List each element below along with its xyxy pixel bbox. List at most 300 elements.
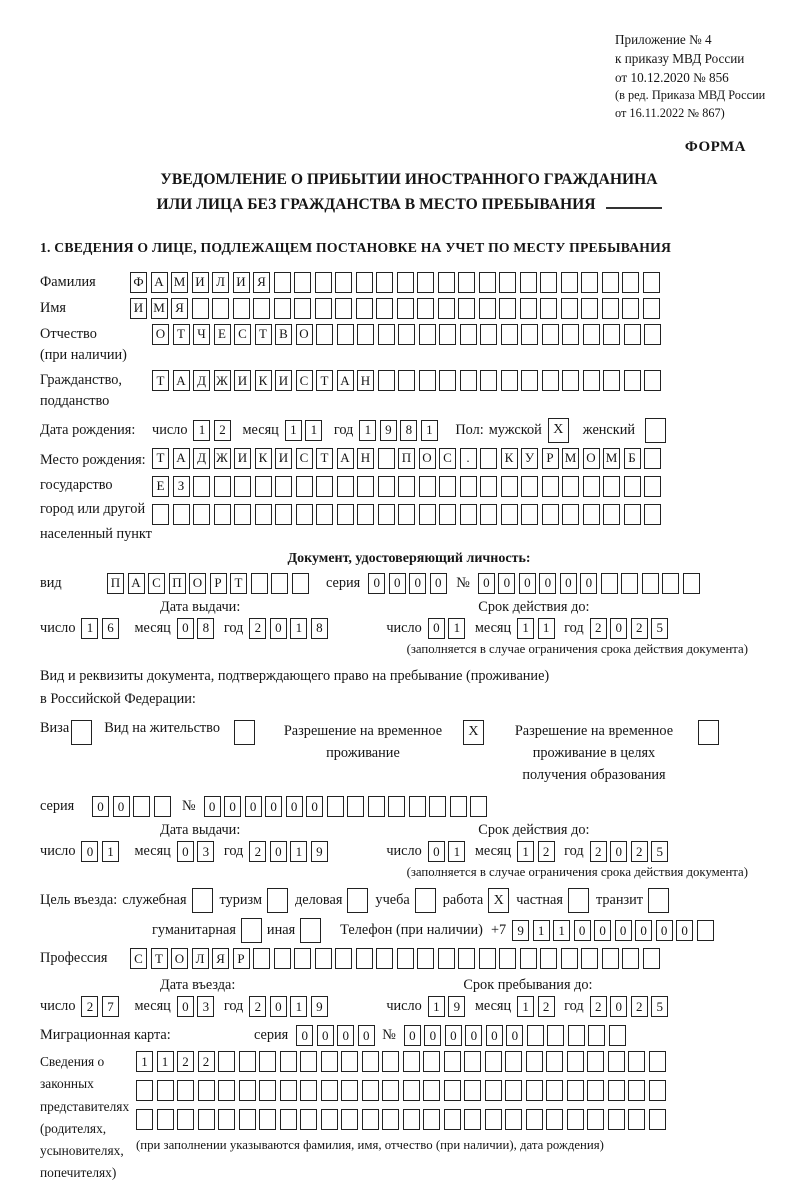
char-cell[interactable] [438,272,455,293]
char-cell[interactable] [376,948,393,969]
char-cell[interactable] [362,1080,379,1101]
char-cell[interactable] [280,1109,297,1130]
char-cell[interactable]: 1 [517,841,534,862]
char-cell[interactable] [520,272,537,293]
char-cell[interactable] [335,298,352,319]
char-cell[interactable]: М [603,448,620,469]
char-cell[interactable] [198,1080,215,1101]
char-cell[interactable] [378,504,395,525]
char-cell[interactable] [337,504,354,525]
char-cell[interactable] [136,1080,153,1101]
char-cell[interactable] [438,948,455,969]
char-cell[interactable]: А [337,448,354,469]
char-cell[interactable]: А [151,272,168,293]
char-cell[interactable] [444,1080,461,1101]
char-cell[interactable]: 0 [81,841,98,862]
char-cell[interactable] [212,298,229,319]
char-cell[interactable] [300,1109,317,1130]
char-cell[interactable]: 0 [113,796,130,817]
char-cell[interactable] [233,298,250,319]
char-cell[interactable] [321,1080,338,1101]
char-cell[interactable]: 2 [538,996,555,1017]
char-cell[interactable] [321,1051,338,1072]
char-cell[interactable] [362,1109,379,1130]
char-cell[interactable]: 1 [517,618,534,639]
char-cell[interactable]: О [583,448,600,469]
char-cell[interactable] [341,1109,358,1130]
char-cell[interactable] [275,504,292,525]
char-cell[interactable] [280,1080,297,1101]
char-cell[interactable]: 0 [656,920,673,941]
char-cell[interactable] [643,298,660,319]
char-cell[interactable]: А [128,573,145,594]
char-cell[interactable]: И [275,448,292,469]
char-cell[interactable]: 0 [615,920,632,941]
char-cell[interactable]: 0 [560,573,577,594]
purpose-work-checkbox[interactable]: X [488,888,509,913]
char-cell[interactable] [251,573,268,594]
char-cell[interactable] [378,370,395,391]
char-cell[interactable] [397,948,414,969]
char-cell[interactable] [609,1025,626,1046]
char-cell[interactable]: Т [230,573,247,594]
purpose-private-checkbox[interactable] [568,888,589,913]
char-cell[interactable] [587,1051,604,1072]
char-cell[interactable] [315,948,332,969]
char-cell[interactable] [603,476,620,497]
char-cell[interactable] [644,448,661,469]
char-cell[interactable] [662,573,679,594]
char-cell[interactable] [505,1051,522,1072]
char-cell[interactable]: П [169,573,186,594]
char-cell[interactable]: И [233,272,250,293]
char-cell[interactable]: Н [357,370,374,391]
char-cell[interactable]: 0 [296,1025,313,1046]
char-cell[interactable] [622,298,639,319]
char-cell[interactable] [444,1051,461,1072]
char-cell[interactable] [271,573,288,594]
char-cell[interactable]: Т [316,370,333,391]
char-cell[interactable]: А [173,448,190,469]
char-cell[interactable] [470,796,487,817]
residence-permit-checkbox[interactable] [234,720,255,745]
char-cell[interactable]: 3 [197,996,214,1017]
char-cell[interactable] [239,1109,256,1130]
char-cell[interactable] [439,324,456,345]
char-cell[interactable] [464,1080,481,1101]
char-cell[interactable]: Л [212,272,229,293]
char-cell[interactable] [444,1109,461,1130]
char-cell[interactable] [642,573,659,594]
char-cell[interactable] [337,324,354,345]
char-cell[interactable] [357,324,374,345]
char-cell[interactable] [526,1080,543,1101]
char-cell[interactable]: 0 [539,573,556,594]
char-cell[interactable] [157,1080,174,1101]
char-cell[interactable]: 5 [651,618,668,639]
char-cell[interactable]: С [234,324,251,345]
char-cell[interactable] [356,948,373,969]
char-cell[interactable] [683,573,700,594]
char-cell[interactable] [562,476,579,497]
char-cell[interactable] [521,370,538,391]
char-cell[interactable] [419,370,436,391]
char-cell[interactable] [398,504,415,525]
purpose-official-checkbox[interactable] [192,888,213,913]
char-cell[interactable]: П [107,573,124,594]
char-cell[interactable] [218,1109,235,1130]
char-cell[interactable]: Б [624,448,641,469]
char-cell[interactable]: 0 [610,618,627,639]
char-cell[interactable] [601,573,618,594]
char-cell[interactable] [294,298,311,319]
char-cell[interactable] [357,476,374,497]
char-cell[interactable] [644,370,661,391]
female-checkbox[interactable] [645,418,666,443]
char-cell[interactable]: Д [193,370,210,391]
char-cell[interactable] [234,504,251,525]
char-cell[interactable] [562,370,579,391]
char-cell[interactable] [154,796,171,817]
char-cell[interactable]: 8 [400,420,417,441]
char-cell[interactable]: 0 [224,796,241,817]
char-cell[interactable]: О [296,324,313,345]
char-cell[interactable]: 2 [81,996,98,1017]
char-cell[interactable] [255,476,272,497]
char-cell[interactable]: 1 [553,920,570,941]
char-cell[interactable] [423,1109,440,1130]
char-cell[interactable]: 0 [358,1025,375,1046]
char-cell[interactable] [259,1080,276,1101]
char-cell[interactable]: 1 [136,1051,153,1072]
char-cell[interactable] [280,1051,297,1072]
char-cell[interactable] [439,504,456,525]
char-cell[interactable] [624,504,641,525]
char-cell[interactable] [362,1051,379,1072]
char-cell[interactable] [417,298,434,319]
char-cell[interactable] [603,504,620,525]
char-cell[interactable] [583,370,600,391]
char-cell[interactable] [603,370,620,391]
edu-permit-checkbox[interactable] [698,720,719,745]
char-cell[interactable] [561,948,578,969]
char-cell[interactable] [214,504,231,525]
char-cell[interactable] [546,1051,563,1072]
visa-checkbox[interactable] [71,720,92,745]
char-cell[interactable] [294,948,311,969]
char-cell[interactable] [315,298,332,319]
char-cell[interactable] [259,1109,276,1130]
char-cell[interactable] [335,948,352,969]
purpose-business-checkbox[interactable] [347,888,368,913]
char-cell[interactable]: Ж [214,370,231,391]
char-cell[interactable] [397,272,414,293]
char-cell[interactable] [458,298,475,319]
char-cell[interactable]: 0 [486,1025,503,1046]
char-cell[interactable] [521,504,538,525]
char-cell[interactable]: Т [151,948,168,969]
char-cell[interactable] [136,1109,153,1130]
char-cell[interactable] [419,476,436,497]
char-cell[interactable] [540,298,557,319]
char-cell[interactable] [356,272,373,293]
char-cell[interactable] [583,476,600,497]
char-cell[interactable]: 0 [270,618,287,639]
char-cell[interactable]: 0 [580,573,597,594]
char-cell[interactable] [622,948,639,969]
char-cell[interactable] [296,504,313,525]
char-cell[interactable] [419,324,436,345]
char-cell[interactable] [460,370,477,391]
char-cell[interactable]: 0 [594,920,611,941]
char-cell[interactable] [388,796,405,817]
char-cell[interactable]: 0 [506,1025,523,1046]
char-cell[interactable] [417,948,434,969]
char-cell[interactable] [649,1051,666,1072]
char-cell[interactable]: О [189,573,206,594]
char-cell[interactable]: 7 [102,996,119,1017]
char-cell[interactable] [403,1080,420,1101]
char-cell[interactable] [587,1109,604,1130]
char-cell[interactable] [567,1109,584,1130]
char-cell[interactable] [341,1080,358,1101]
char-cell[interactable] [499,298,516,319]
char-cell[interactable] [608,1051,625,1072]
char-cell[interactable] [581,272,598,293]
char-cell[interactable] [644,324,661,345]
char-cell[interactable]: Ч [193,324,210,345]
char-cell[interactable] [542,476,559,497]
char-cell[interactable] [628,1051,645,1072]
char-cell[interactable] [300,1051,317,1072]
char-cell[interactable] [214,476,231,497]
char-cell[interactable]: Я [171,298,188,319]
char-cell[interactable] [501,476,518,497]
char-cell[interactable]: Т [316,448,333,469]
char-cell[interactable]: . [460,448,477,469]
char-cell[interactable] [546,1109,563,1130]
char-cell[interactable]: 1 [290,841,307,862]
char-cell[interactable]: Т [255,324,272,345]
char-cell[interactable]: 1 [102,841,119,862]
char-cell[interactable] [316,324,333,345]
char-cell[interactable] [527,1025,544,1046]
char-cell[interactable]: Р [542,448,559,469]
char-cell[interactable] [567,1051,584,1072]
char-cell[interactable] [602,948,619,969]
char-cell[interactable]: Е [214,324,231,345]
char-cell[interactable] [608,1109,625,1130]
char-cell[interactable] [315,272,332,293]
char-cell[interactable]: 0 [270,996,287,1017]
char-cell[interactable] [423,1051,440,1072]
char-cell[interactable]: Т [152,448,169,469]
char-cell[interactable]: 9 [311,996,328,1017]
char-cell[interactable]: 1 [290,996,307,1017]
char-cell[interactable] [479,272,496,293]
char-cell[interactable] [501,324,518,345]
char-cell[interactable]: 2 [249,996,266,1017]
char-cell[interactable]: П [398,448,415,469]
char-cell[interactable] [628,1080,645,1101]
char-cell[interactable]: 1 [517,996,534,1017]
char-cell[interactable] [157,1109,174,1130]
char-cell[interactable] [603,324,620,345]
char-cell[interactable]: 0 [270,841,287,862]
purpose-transit-checkbox[interactable] [648,888,669,913]
char-cell[interactable] [460,324,477,345]
char-cell[interactable] [198,1109,215,1130]
char-cell[interactable] [177,1080,194,1101]
char-cell[interactable] [521,324,538,345]
char-cell[interactable]: С [130,948,147,969]
char-cell[interactable] [274,948,291,969]
char-cell[interactable] [540,948,557,969]
char-cell[interactable] [356,298,373,319]
char-cell[interactable] [480,370,497,391]
char-cell[interactable] [274,272,291,293]
temp-permit-checkbox[interactable]: X [463,720,484,745]
char-cell[interactable] [316,504,333,525]
char-cell[interactable]: 0 [519,573,536,594]
char-cell[interactable] [274,298,291,319]
char-cell[interactable] [542,504,559,525]
char-cell[interactable] [588,1025,605,1046]
char-cell[interactable] [193,504,210,525]
char-cell[interactable]: У [521,448,538,469]
purpose-humanitarian-checkbox[interactable] [241,918,262,943]
char-cell[interactable] [239,1051,256,1072]
char-cell[interactable] [567,1080,584,1101]
char-cell[interactable] [480,448,497,469]
char-cell[interactable] [382,1080,399,1101]
char-cell[interactable]: 1 [290,618,307,639]
char-cell[interactable]: 0 [92,796,109,817]
char-cell[interactable] [275,476,292,497]
char-cell[interactable]: 0 [409,573,426,594]
char-cell[interactable] [562,504,579,525]
char-cell[interactable] [649,1109,666,1130]
char-cell[interactable]: Л [192,948,209,969]
char-cell[interactable] [341,1051,358,1072]
char-cell[interactable]: 2 [249,618,266,639]
char-cell[interactable] [480,504,497,525]
char-cell[interactable]: Т [152,370,169,391]
char-cell[interactable]: И [234,370,251,391]
char-cell[interactable]: 0 [430,573,447,594]
char-cell[interactable]: 0 [498,573,515,594]
char-cell[interactable] [526,1109,543,1130]
char-cell[interactable]: 1 [421,420,438,441]
char-cell[interactable]: 1 [538,618,555,639]
char-cell[interactable] [321,1109,338,1130]
char-cell[interactable] [378,324,395,345]
char-cell[interactable] [357,504,374,525]
char-cell[interactable] [479,298,496,319]
char-cell[interactable]: 2 [590,996,607,1017]
char-cell[interactable] [542,324,559,345]
char-cell[interactable] [546,1080,563,1101]
purpose-study-checkbox[interactable] [415,888,436,913]
char-cell[interactable] [644,476,661,497]
char-cell[interactable]: И [192,272,209,293]
char-cell[interactable]: 2 [631,841,648,862]
char-cell[interactable] [368,796,385,817]
char-cell[interactable] [423,1080,440,1101]
char-cell[interactable]: 1 [533,920,550,941]
char-cell[interactable]: О [171,948,188,969]
char-cell[interactable]: 2 [214,420,231,441]
char-cell[interactable] [540,272,557,293]
char-cell[interactable] [152,504,169,525]
char-cell[interactable] [526,1051,543,1072]
char-cell[interactable] [294,272,311,293]
char-cell[interactable]: 0 [337,1025,354,1046]
char-cell[interactable]: 5 [651,841,668,862]
char-cell[interactable]: С [296,370,313,391]
char-cell[interactable] [193,476,210,497]
char-cell[interactable]: 0 [610,841,627,862]
char-cell[interactable]: Т [173,324,190,345]
char-cell[interactable] [587,1080,604,1101]
char-cell[interactable] [376,272,393,293]
char-cell[interactable]: Д [193,448,210,469]
char-cell[interactable]: 0 [177,618,194,639]
char-cell[interactable] [505,1109,522,1130]
char-cell[interactable] [398,370,415,391]
char-cell[interactable]: Р [210,573,227,594]
char-cell[interactable]: 2 [177,1051,194,1072]
char-cell[interactable]: И [234,448,251,469]
char-cell[interactable] [644,504,661,525]
char-cell[interactable]: 8 [311,618,328,639]
char-cell[interactable] [403,1051,420,1072]
char-cell[interactable] [234,476,251,497]
male-checkbox[interactable]: X [548,418,569,443]
char-cell[interactable] [521,476,538,497]
char-cell[interactable]: К [255,448,272,469]
char-cell[interactable] [464,1109,481,1130]
char-cell[interactable] [403,1109,420,1130]
char-cell[interactable] [458,948,475,969]
char-cell[interactable] [583,504,600,525]
char-cell[interactable]: 1 [305,420,322,441]
char-cell[interactable]: 0 [676,920,693,941]
char-cell[interactable] [292,573,309,594]
char-cell[interactable]: 6 [102,618,119,639]
char-cell[interactable] [253,298,270,319]
char-cell[interactable] [239,1080,256,1101]
char-cell[interactable] [542,370,559,391]
char-cell[interactable] [501,504,518,525]
char-cell[interactable]: 1 [157,1051,174,1072]
char-cell[interactable] [602,272,619,293]
char-cell[interactable]: К [255,370,272,391]
char-cell[interactable]: Я [212,948,229,969]
char-cell[interactable] [460,504,477,525]
char-cell[interactable] [398,476,415,497]
char-cell[interactable]: Ф [130,272,147,293]
char-cell[interactable] [480,476,497,497]
char-cell[interactable] [255,504,272,525]
char-cell[interactable] [697,920,714,941]
char-cell[interactable] [296,476,313,497]
char-cell[interactable] [192,298,209,319]
char-cell[interactable]: 9 [448,996,465,1017]
char-cell[interactable] [259,1051,276,1072]
char-cell[interactable]: 0 [245,796,262,817]
char-cell[interactable] [439,476,456,497]
